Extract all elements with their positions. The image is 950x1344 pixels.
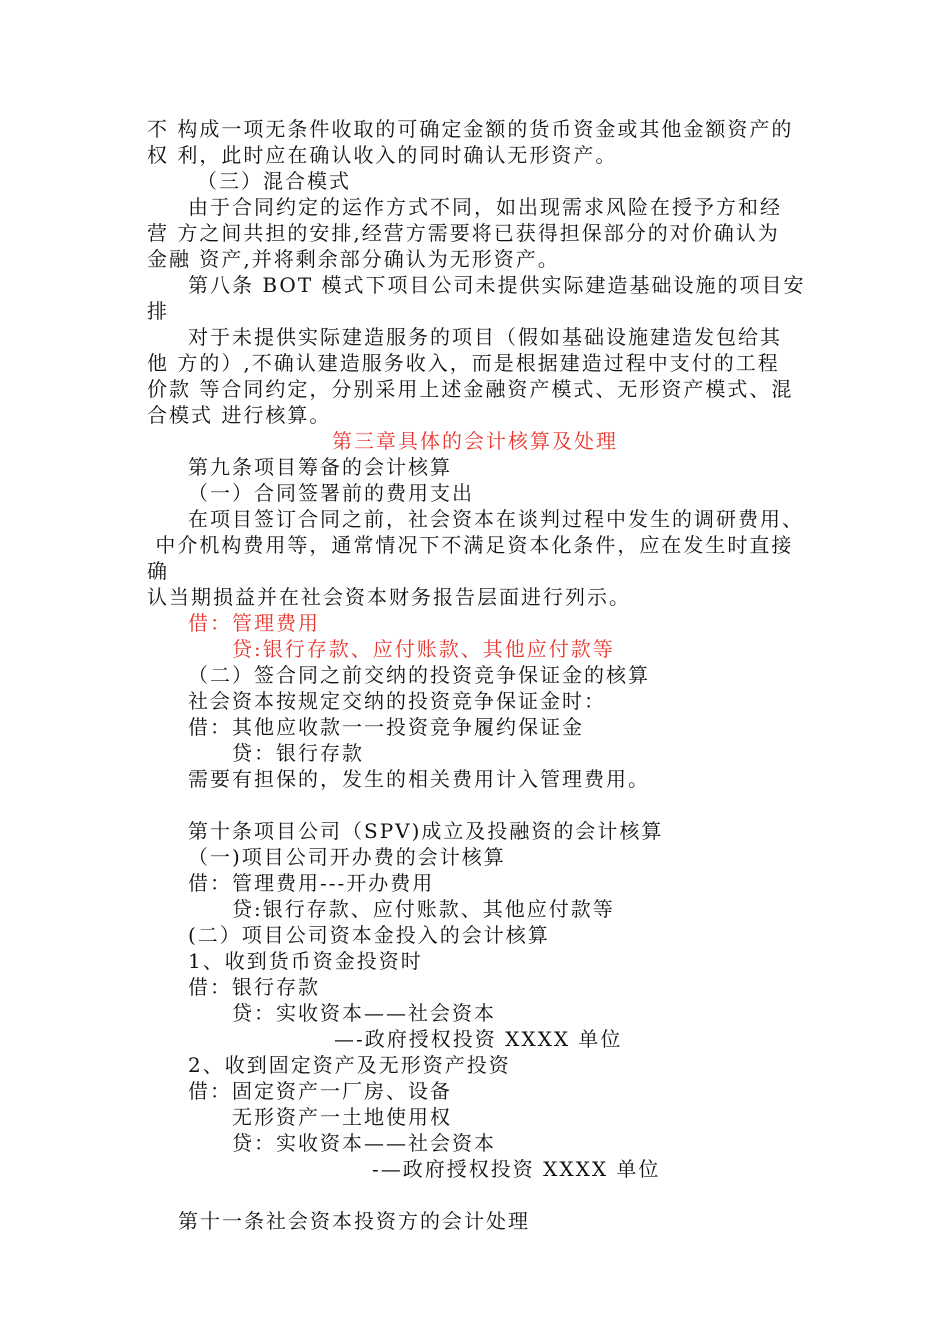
paragraph-line: 价款 等合同约定，分别采用上述金融资产模式、无形资产模式、混 xyxy=(147,377,794,401)
paragraph-line: 需要有担保的，发生的相关费用计入管理费用。 xyxy=(188,767,650,791)
paragraph-line: 权 利，此时应在确认收入的同时确认无形资产。 xyxy=(147,143,618,167)
paragraph-line: 他 方的）,不确认建造服务收入，而是根据建造过程中支付的工程 xyxy=(147,351,780,375)
paragraph-line: 金融 资产,并将剩余部分确认为无形资产。 xyxy=(147,247,560,271)
article-heading: 第九条项目筹备的会计核算 xyxy=(188,455,452,479)
paragraph-line: 确 xyxy=(147,559,169,583)
paragraph-line: 对于未提供实际建造服务的项目（假如基础设施建造发包给其 xyxy=(188,325,782,349)
article-heading: 第八条 BOT 模式下项目公司未提供实际建造基础设施的项目安 xyxy=(188,273,806,297)
section-heading: （一）合同签署前的费用支出 xyxy=(188,481,474,505)
debit-entry: 借：固定资产一厂房、设备 xyxy=(188,1079,452,1103)
debit-entry: 借：银行存款 xyxy=(188,975,320,999)
chapter-title: 第三章具体的会计核算及处理 xyxy=(332,429,618,453)
article-heading-continued: 排 xyxy=(147,299,169,323)
section-heading: (二）项目公司资本金投入的会计核算 xyxy=(188,923,550,947)
article-heading: 第十一条社会资本投资方的会计处理 xyxy=(178,1209,530,1233)
paragraph-line: 合模式 进行核算。 xyxy=(147,403,332,427)
credit-entry: 贷：银行存款 xyxy=(232,741,364,765)
credit-entry: 贷:银行存款、应付账款、其他应付款等 xyxy=(232,897,615,921)
article-heading: 第十条项目公司（SPV)成立及投融资的会计核算 xyxy=(188,819,664,843)
credit-entry: 贷：实收资本——社会资本 xyxy=(232,1001,496,1025)
debit-entry-sub: 无形资产一土地使用权 xyxy=(232,1105,452,1129)
credit-entry: 贷：实收资本——社会资本 xyxy=(232,1131,496,1155)
paragraph-line: 中介机构费用等，通常情况下不满足资本化条件，应在发生时直接 xyxy=(147,533,794,557)
subsection-heading: 2、收到固定资产及无形资产投资 xyxy=(188,1053,511,1077)
paragraph-line: 在项目签订合同之前，社会资本在谈判过程中发生的调研费用、 xyxy=(188,507,804,531)
section-heading: （一)项目公司开办费的会计核算 xyxy=(188,845,506,869)
debit-entry: 借：管理费用 xyxy=(188,611,320,635)
paragraph-line: 认当期损益并在社会资本财务报告层面进行列示。 xyxy=(147,585,631,609)
subsection-heading: 1、收到货币资金投资时 xyxy=(188,949,423,973)
debit-entry: 借：管理费用---开办费用 xyxy=(188,871,435,895)
paragraph-line: 营 方之间共担的安排,经营方需要将已获得担保部分的对价确认为 xyxy=(147,221,780,245)
debit-entry: 借：其他应收款一一投资竞争履约保证金 xyxy=(188,715,584,739)
paragraph-line: 不 构成一项无条件收取的可确定金额的货币资金或其他金额资产的 xyxy=(147,117,794,141)
paragraph-line: 由于合同约定的运作方式不同，如出现需求风险在授予方和经 xyxy=(188,195,782,219)
credit-entry-sub: -—政府授权投资 XXXX 单位 xyxy=(372,1157,661,1181)
credit-entry-sub: —-政府授权投资 XXXX 单位 xyxy=(334,1027,623,1051)
section-heading: （二）签合同之前交纳的投资竞争保证金的核算 xyxy=(188,663,650,687)
credit-entry: 贷:银行存款、应付账款、其他应付款等 xyxy=(232,637,615,661)
section-heading: （三）混合模式 xyxy=(197,169,351,193)
paragraph-line: 社会资本按规定交纳的投资竞争保证金时： xyxy=(188,689,606,713)
